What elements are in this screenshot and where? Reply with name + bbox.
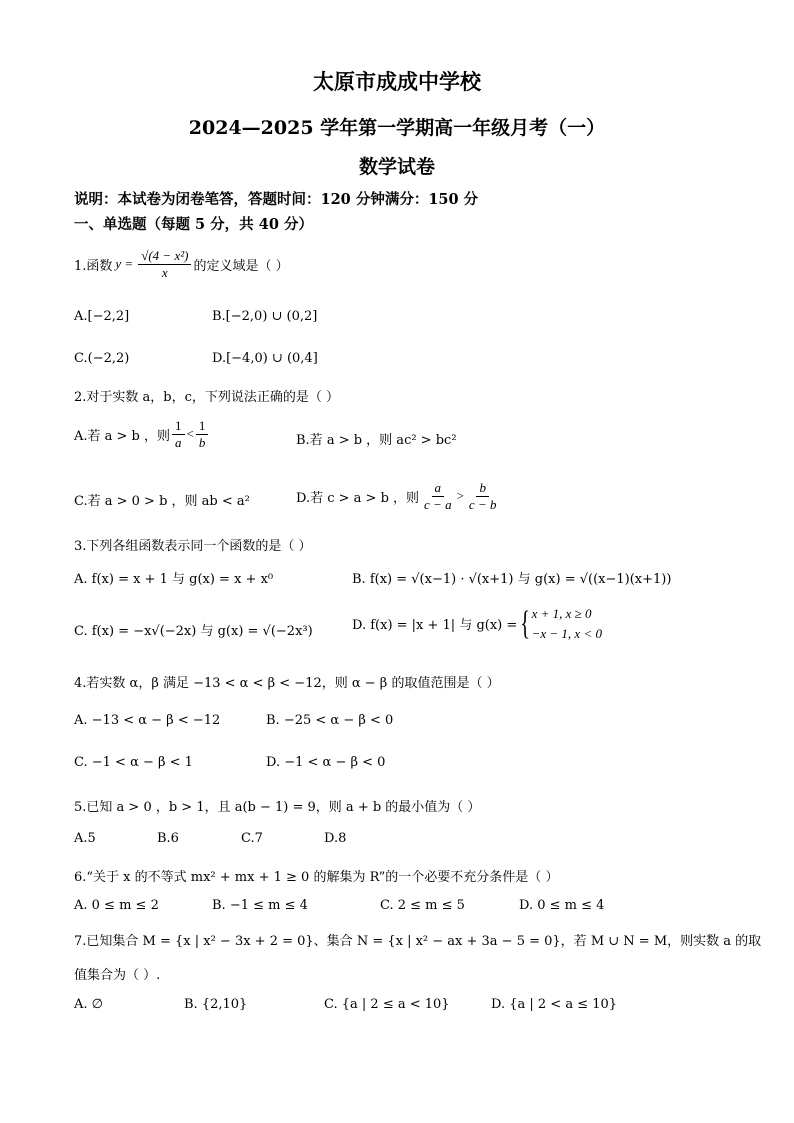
question-2-option-b: B.若 a > b ，则 ac² > bc²: [296, 433, 457, 448]
question-1-prefix: 1.函数: [74, 258, 113, 274]
question-3-option-c: C. f(x) = −x√(−2x) 与 g(x) = √(−2x³): [74, 624, 313, 639]
question-5-option-c: C.7: [241, 831, 263, 846]
question-5-option-d: D.8: [324, 831, 347, 846]
question-5: 5.已知 a > 0 ，b > 1，且 a(b − 1) = 9，则 a + b 的最小值为（ ）: [74, 800, 481, 815]
question-7-line-1: 7.已知集合 M = {x | x² − 3x + 2 = 0}、集合 N = {x | x² − ax + 3a − 5 = 0}，若 M ∪ N = M，则实数 a 的取: [74, 934, 762, 949]
exam-title: 2024—2025 学年第一学期高一年级月考（一）: [188, 117, 606, 139]
subject-title: 数学试卷: [358, 156, 435, 178]
question-2-option-d-fraction-2: [466, 480, 500, 512]
question-7-option-c: C. {a | 2 ≤ a < 10}: [324, 997, 450, 1012]
question-2-option-d-num-1: a: [432, 480, 445, 497]
question-2-option-d-text: D.若 c > a > b ，则: [296, 490, 420, 506]
question-1-option-c: C.(−2,2): [74, 351, 130, 366]
question-6-option-d: D. 0 ≤ m ≤ 4: [519, 898, 605, 913]
question-1: [74, 248, 289, 280]
question-6-option-b: B. −1 ≤ m ≤ 4: [212, 898, 308, 913]
question-4-option-d: D. −1 < α − β < 0: [266, 755, 386, 770]
question-2: 2.对于实数 a，b，c，下列说法正确的是（ ）: [74, 390, 340, 405]
question-4-option-b: B. −25 < α − β < 0: [266, 713, 394, 728]
question-2-option-d-gt: >: [456, 488, 464, 504]
question-2-option-a-fraction-1: [172, 418, 185, 450]
question-7-option-d: D. {a | 2 < a ≤ 10}: [491, 997, 618, 1012]
question-1-function: y =: [115, 256, 134, 272]
question-2-option-a-den-1: a: [175, 434, 182, 450]
question-2-option-a-text: A.若 a > b ，则: [74, 428, 171, 444]
question-5-option-a: A.5: [74, 831, 96, 846]
question-1-fraction: [138, 248, 191, 280]
question-2-option-c: C.若 a > 0 > b ，则 ab < a²: [74, 494, 250, 509]
question-2-option-d-den-2: c − b: [468, 496, 497, 512]
question-2-option-a-lt: <: [186, 426, 194, 442]
question-2-option-a-num-1: 1: [172, 418, 185, 435]
question-1-option-a: A.[−2,2]: [74, 309, 130, 324]
question-6-option-a: A. 0 ≤ m ≤ 2: [74, 898, 159, 913]
question-2-option-a: [74, 418, 210, 450]
question-3-option-b: B. f(x) = √(x−1) · √(x+1) 与 g(x) = √((x−1)(x+1)): [352, 572, 672, 587]
question-2-option-d-num-2: b: [476, 480, 489, 497]
question-5-option-b: B.6: [157, 831, 179, 846]
question-1-option-d: D.[−4,0) ∪ (0,4]: [212, 351, 318, 366]
question-7-line-2: 值集合为（ ）.: [74, 968, 161, 983]
question-1-suffix: 的定义域是（ ）: [193, 258, 289, 274]
school-title: 太原市成成中学校: [313, 69, 481, 94]
question-1-denominator: x: [161, 264, 168, 280]
question-7-option-a: A. ∅: [74, 997, 103, 1012]
exam-note: 说明：本试卷为闭卷笔答，答题时间：120 分钟满分：150 分: [74, 191, 479, 208]
section-heading: 一、单选题（每题 5 分，共 40 分）: [74, 216, 313, 233]
question-3-option-d-text: D. f(x) = |x + 1| 与 g(x) =: [352, 618, 518, 633]
question-6: 6.“关于 x 的不等式 mx² + mx + 1 ≥ 0 的解集为 R”的一个必要不充分条件是（ ）: [74, 870, 559, 885]
question-6-option-c: C. 2 ≤ m ≤ 5: [380, 898, 465, 913]
question-1-numerator: √(4 − x²): [138, 248, 191, 265]
question-4-option-c: C. −1 < α − β < 1: [74, 755, 193, 770]
question-4: 4.若实数 α，β 满足 −13 < α < β < −12，则 α − β 的取值范围是（ ）: [74, 676, 500, 691]
piecewise-function: [517, 604, 602, 643]
question-2-option-d-den-1: c − a: [424, 496, 452, 512]
question-7-option-b: B. {2,10}: [184, 997, 248, 1012]
question-1-option-b: B.[−2,0) ∪ (0,2]: [212, 309, 318, 324]
question-2-option-d-fraction-1: [421, 480, 455, 512]
question-4-option-a: A. −13 < α − β < −12: [74, 713, 221, 728]
piecewise-brace-icon: {: [520, 604, 531, 642]
question-3-option-d: [352, 604, 602, 643]
piecewise-case-2: −x − 1, x < 0: [531, 625, 602, 641]
question-2-option-a-fraction-2: [196, 418, 209, 450]
question-2-option-d: [296, 480, 501, 512]
question-3: 3.下列各组函数表示同一个函数的是（ ）: [74, 539, 312, 554]
question-3-option-a: A. f(x) = x + 1 与 g(x) = x + x⁰: [74, 572, 274, 587]
question-2-option-a-num-2: 1: [196, 418, 209, 435]
question-2-option-a-den-2: b: [198, 434, 206, 450]
piecewise-case-1: x + 1, x ≥ 0: [531, 606, 592, 621]
piecewise-cases: [532, 604, 602, 643]
